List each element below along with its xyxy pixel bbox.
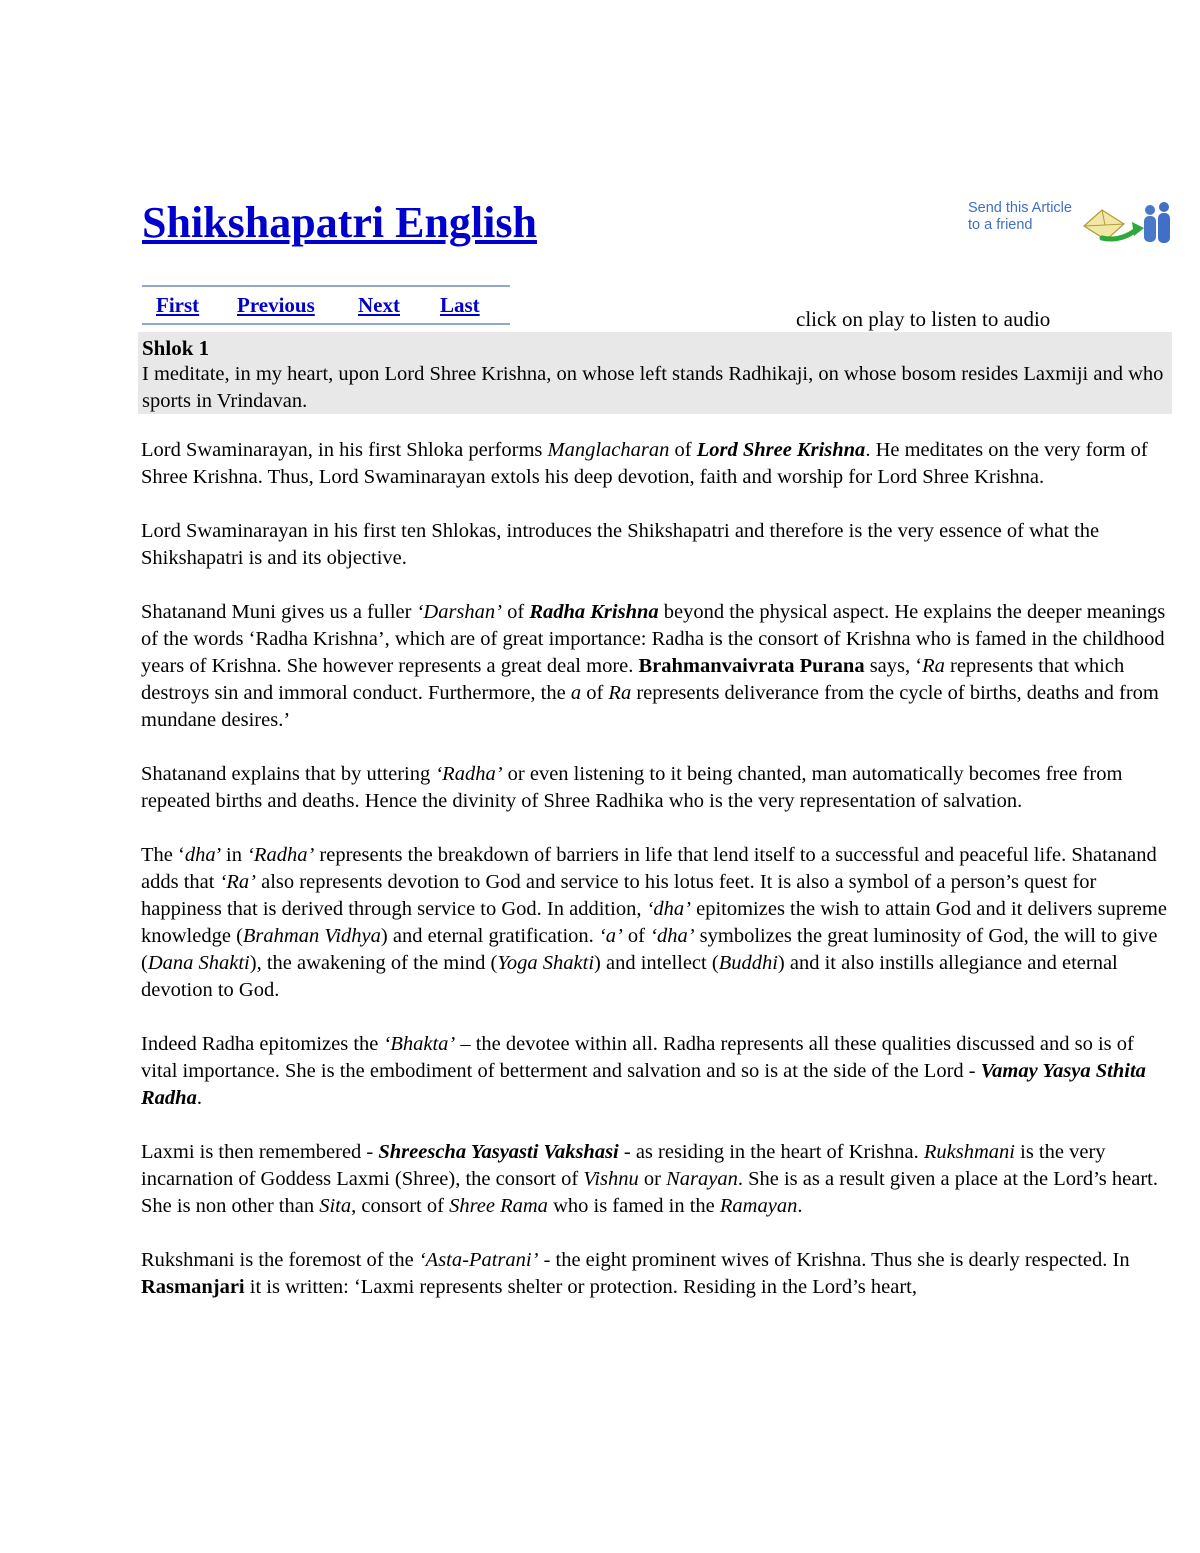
text: it is written: ‘Laxmi represents shelter or protection. Residing in the Lord’s heart,	[244, 1276, 917, 1298]
text-bold: Brahmanvaivrata Purana	[638, 655, 865, 677]
text: beyond the physical aspect. He explains the deeper meanings of the words ‘Radha Krishna’, which are of great importance: Radha is the consort of Krishna who is famed in the childhood years of Krishna. She however represents a great deal more.	[141, 601, 1166, 677]
text: represents the breakdown of barriers in life that lend itself to a successful and peaceful life. Shatanand adds that	[141, 844, 1157, 893]
text-italic: ‘Radha’	[247, 844, 315, 866]
text: who is famed in the	[547, 1195, 720, 1217]
paragraph-3	[141, 599, 1171, 734]
text-italic: a	[570, 682, 582, 704]
text: – the devotee within all. Radha represents all these qualities discussed and so is of vital importance. She is the embodiment of betterment and salvation and so is at the side of the Lord -	[141, 1033, 1134, 1082]
text-italic: Rukshmani	[923, 1141, 1015, 1163]
text: ’ in	[215, 844, 248, 866]
text: says, ‘	[864, 655, 923, 677]
text: epitomizes the wish to attain God and it delivers supreme knowledge (	[141, 898, 1167, 947]
text: of	[622, 925, 651, 947]
send-article-widget[interactable]	[968, 198, 1173, 250]
text: Shatanand explains that by uttering	[141, 763, 436, 785]
send-article-text[interactable]	[968, 200, 1072, 234]
text: , consort of	[351, 1195, 450, 1217]
text: represents that which destroys sin and immoral conduct. Furthermore, the	[141, 655, 1125, 704]
text: - as residing in the heart of Krishna.	[618, 1141, 924, 1163]
nav-first-link[interactable]: First	[156, 293, 200, 317]
text: - the eight prominent wives of Krishna. Thus she is dearly respected. In	[538, 1249, 1130, 1271]
text: Lord Swaminarayan, in his first Shloka performs	[141, 439, 548, 461]
page-title	[142, 195, 537, 251]
text: ) and eternal gratification.	[380, 925, 599, 947]
paragraph-4	[141, 761, 1171, 815]
text-bold-italic: Vamay Yasya Sthita Radha	[141, 1060, 1146, 1109]
text-italic: Brahman Vidhya	[242, 925, 381, 947]
text: . She is as a result given a place at the Lord’s heart. She is non other than	[141, 1168, 1158, 1217]
text-italic: ‘Asta-Patrani’	[418, 1249, 539, 1271]
text: .	[797, 1195, 803, 1217]
text: Indeed Radha epitomizes the	[141, 1033, 384, 1055]
text: of	[669, 439, 697, 461]
nav-last-link[interactable]: Last	[440, 293, 480, 317]
text: symbolizes the great luminosity of God, the will to give (	[141, 925, 1158, 974]
text: Shatanand Muni gives us a fuller	[141, 601, 417, 623]
paragraph-6	[141, 1031, 1171, 1112]
text-italic: Narayan	[666, 1168, 738, 1190]
text-italic: ‘Radha’	[435, 763, 503, 785]
envelope-people-icon[interactable]	[1080, 198, 1172, 250]
text: of	[581, 682, 609, 704]
text: Rukshmani is the foremost of the	[141, 1249, 419, 1271]
shlok-translation: I meditate, in my heart, upon Lord Shree Krishna, on whose left stands Radhikaji, on whose bosom resides Laxmiji and who sports in Vrindavan.	[142, 363, 1164, 412]
shlok-box	[138, 332, 1172, 414]
people-icon	[1144, 202, 1170, 243]
text-bold: Rasmanjari	[141, 1276, 245, 1298]
paragraph-5	[141, 842, 1171, 1004]
text: ) and it also instills allegiance and eternal devotion to God.	[141, 952, 1118, 1001]
send-article-line1: Send this Article	[968, 200, 1072, 216]
text-italic: Dana Shakti	[147, 952, 250, 974]
text-italic: Sita	[319, 1195, 352, 1217]
shlok-title: Shlok 1	[142, 336, 210, 360]
page-title-link[interactable]: Shikshapatri English	[142, 198, 537, 247]
nav-next-link[interactable]: Next	[358, 293, 400, 317]
audio-instruction: click on play to listen to audio	[796, 307, 1051, 331]
text: of	[501, 601, 530, 623]
text-bold-italic: Shreescha Yasyasti Vakshasi	[378, 1141, 619, 1163]
text-bold-italic: Radha Krishna	[529, 601, 659, 623]
text-italic: dha	[184, 844, 216, 866]
envelope-icon	[1084, 210, 1124, 240]
text-italic: Ra	[608, 682, 632, 704]
text-italic: Vishnu	[583, 1168, 639, 1190]
text: or even listening to it being chanted, man automatically becomes free from repeated births and deaths. Hence the divinity of Shree Radhika who is the very representation of salvation.	[141, 763, 1123, 812]
text-italic: ‘dha’	[646, 898, 691, 920]
text: or	[638, 1168, 667, 1190]
paragraph-2: Lord Swaminarayan in his first ten Shlokas, introduces the Shikshapatri and therefore is the very essence of what the Shikshapatri is and its objective.	[141, 520, 1100, 569]
text: ) and intellect (	[594, 952, 719, 974]
paragraph-1	[141, 437, 1171, 491]
text-bold-italic: Lord Shree Krishna	[696, 439, 866, 461]
text-italic: ‘dha’	[650, 925, 695, 947]
text: Laxmi is then remembered -	[141, 1141, 379, 1163]
text: . He meditates on the very form of Shree Krishna. Thus, Lord Swaminarayan extols his deep devotion, faith and worship for Lord Shree Krishna.	[141, 439, 1148, 488]
text-italic: ‘Darshan’	[416, 601, 502, 623]
text: is the very incarnation of Goddess Laxmi (Shree), the consort of	[141, 1141, 1106, 1190]
nav-previous-link[interactable]: Previous	[237, 293, 315, 317]
text-italic: ‘Ra’	[219, 871, 257, 893]
text-italic: Manglacharan	[547, 439, 670, 461]
paragraph-7	[141, 1139, 1171, 1220]
text-italic: Shree Rama	[449, 1195, 548, 1217]
article-body	[141, 437, 1171, 1328]
text: .	[196, 1087, 202, 1109]
text-italic: Buddhi	[718, 952, 778, 974]
text-italic: Yoga Shakti	[497, 952, 595, 974]
page-navigation	[142, 285, 510, 325]
text: also represents devotion to God and service to his lotus feet. It is also a symbol of a person’s quest for happiness that is derived through service to God. In addition,	[141, 871, 1097, 920]
text: The ‘	[141, 844, 185, 866]
text-italic: Ra	[922, 655, 945, 677]
text-italic: Ramayan	[719, 1195, 798, 1217]
send-article-line2: to a friend	[968, 217, 1033, 233]
text: represents deliverance from the cycle of births, deaths and from mundane desires.’	[141, 682, 1159, 731]
paragraph-8	[141, 1247, 1171, 1301]
text-italic: ‘Bhakta’	[383, 1033, 456, 1055]
text-italic: ‘a’	[598, 925, 623, 947]
text: ), the awakening of the mind (	[249, 952, 498, 974]
